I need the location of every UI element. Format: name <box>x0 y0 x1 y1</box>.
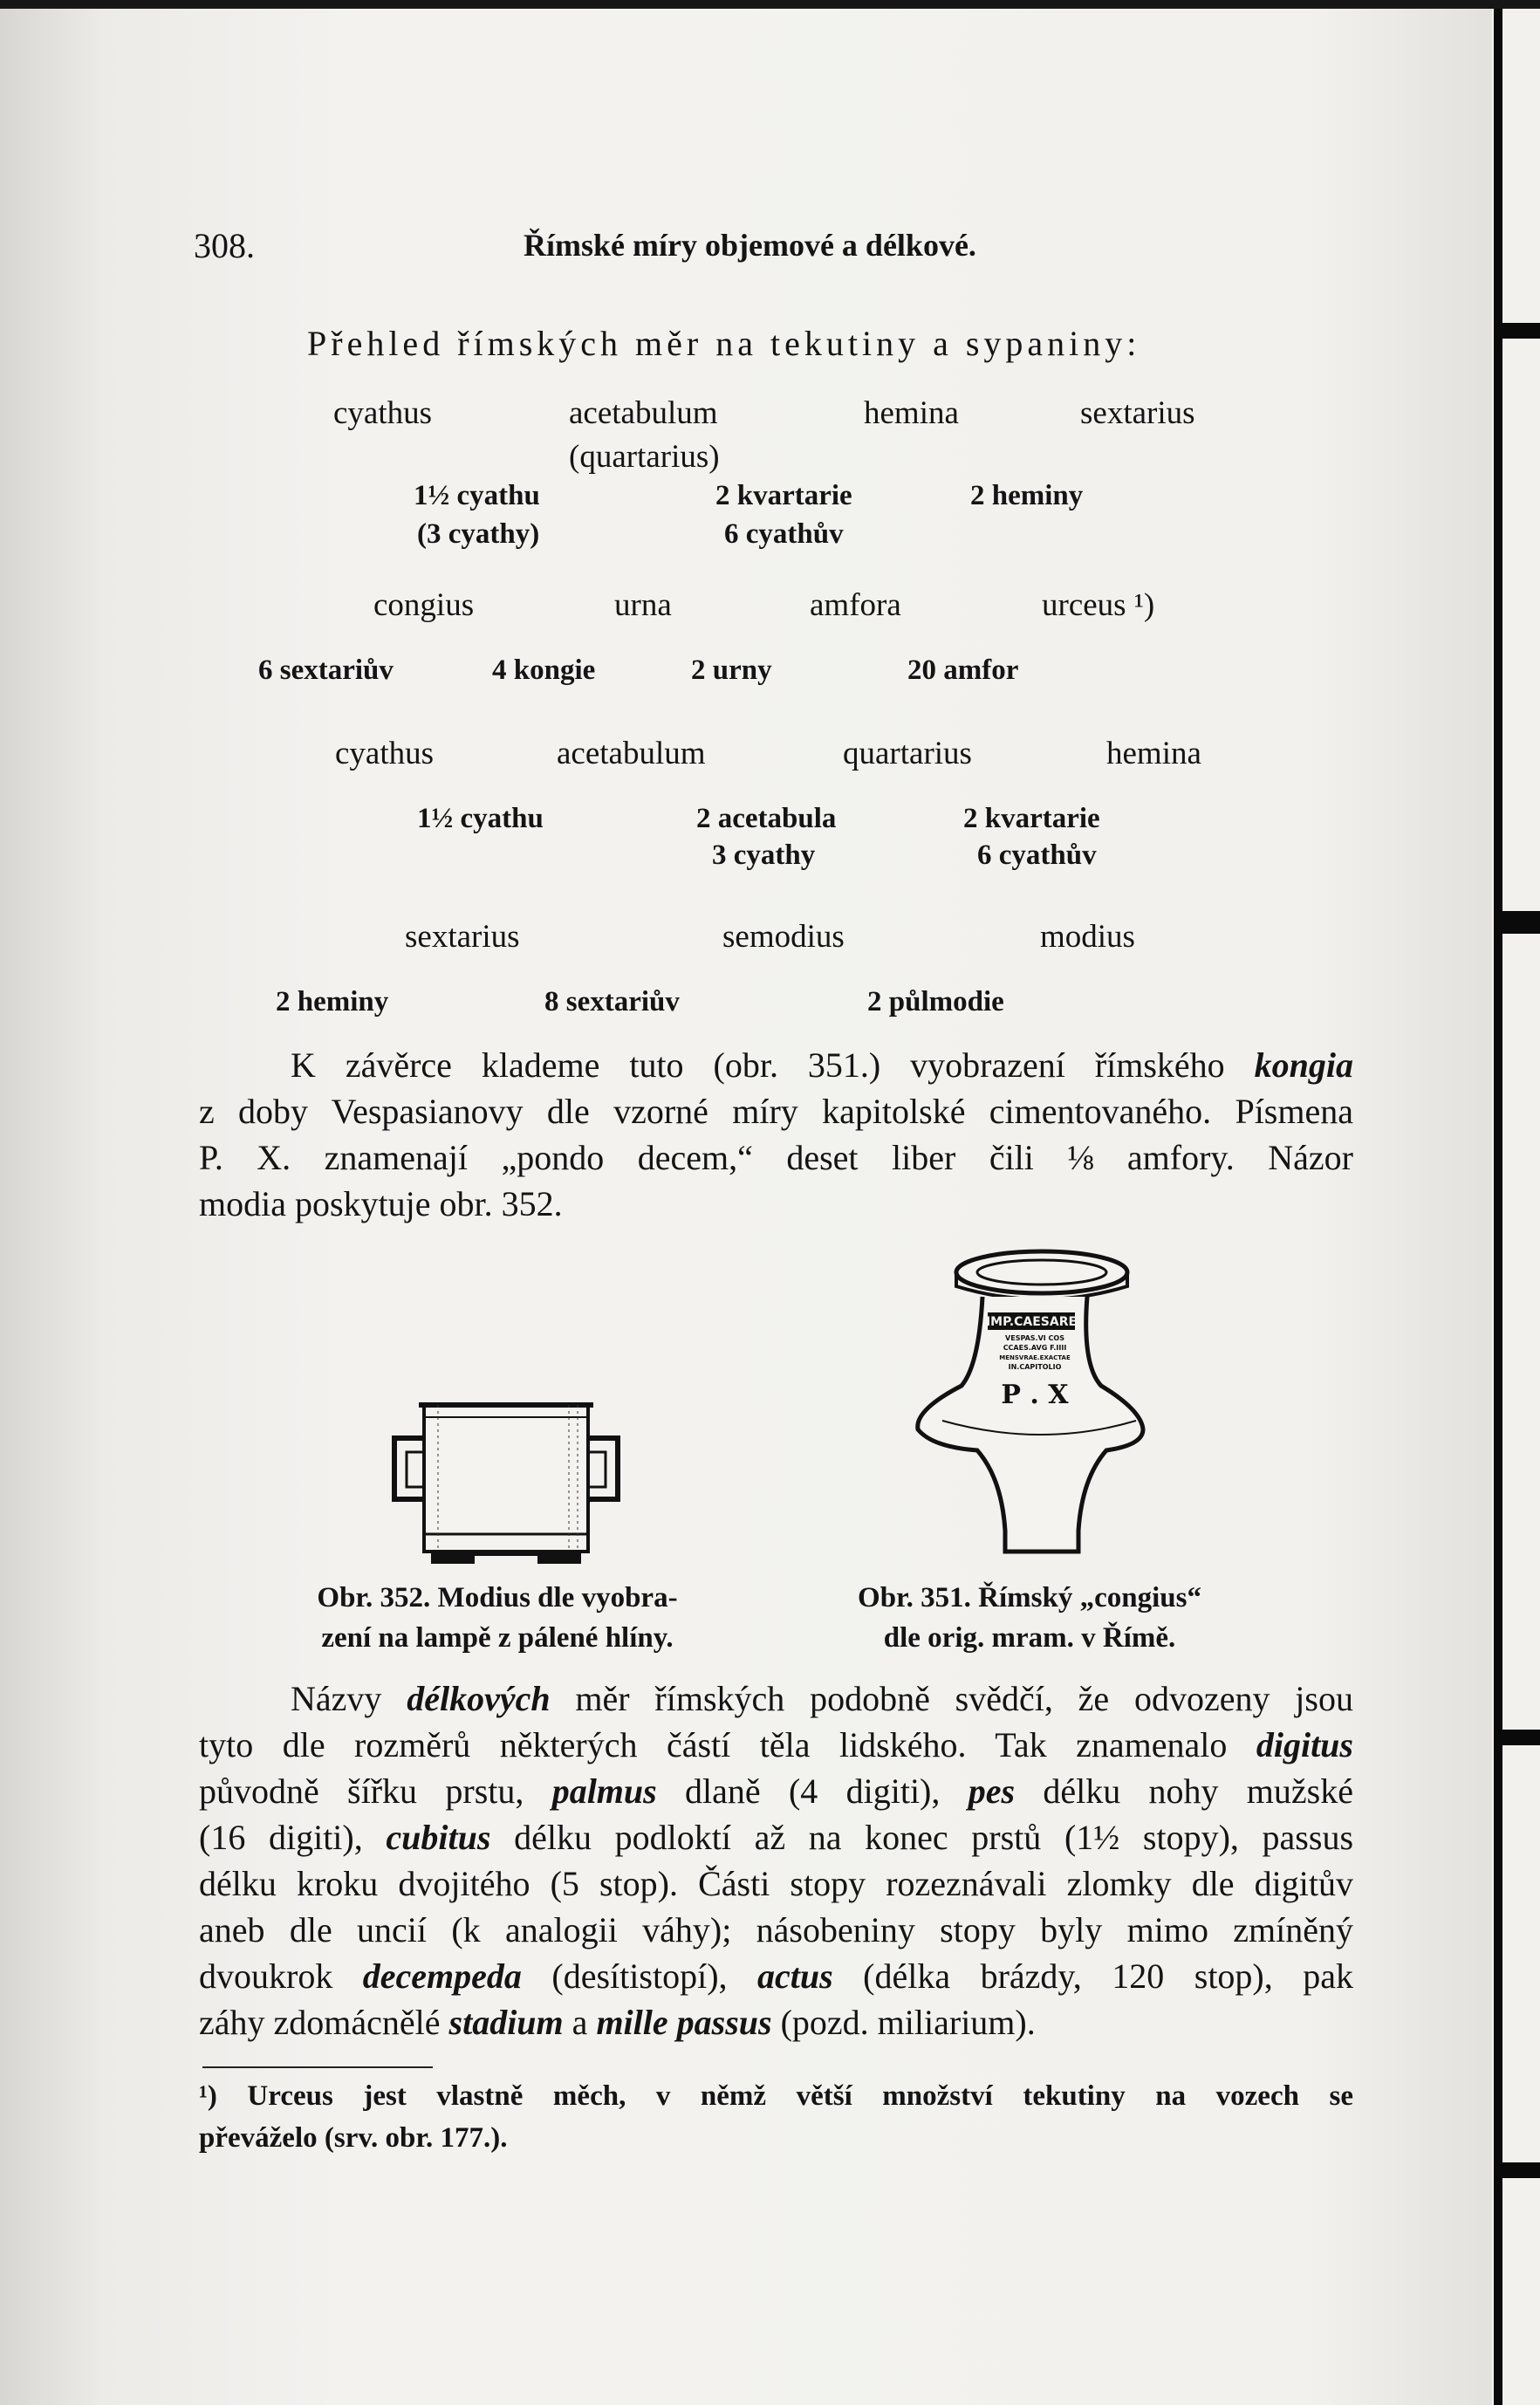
measure-value: 2 kvartarie <box>715 480 852 511</box>
scan-top-edge <box>0 0 1540 9</box>
measure-value: 1½ cyathu <box>417 803 544 834</box>
text-line: aneb dle uncií (k analogii váhy); násobeniny stopy byly mimo zmíněný <box>199 1910 1353 1949</box>
scan-mark <box>1494 1730 1540 1745</box>
scan-edge <box>1494 0 1502 2405</box>
scan-mark <box>1494 911 1540 934</box>
measure-name: sextarius <box>405 919 520 955</box>
footnote-rule <box>202 2066 433 2068</box>
italic-term: actus <box>756 1956 833 1996</box>
measure-name: congius <box>373 587 475 623</box>
measure-value: (3 cyathy) <box>417 518 540 550</box>
measure-name: amfora <box>810 587 901 623</box>
measure-value: 6 cyathův <box>977 839 1097 871</box>
text-line: modia poskytuje obr. 352. <box>199 1184 563 1223</box>
measure-name: hemina <box>1106 736 1201 771</box>
measure-name: urna <box>614 587 672 623</box>
text-line: původně šířku prstu, palmus dlaně (4 digiti), pes délku nohy mužské <box>199 1771 1353 1811</box>
measure-value: 6 cyathův <box>724 518 844 550</box>
text-line: z doby Vespasianovy dle vzorné míry kapitolské cimentovaného. Písmena <box>199 1092 1353 1131</box>
text-line: tyto dle rozměrů některých částí těla lidského. Tak znamenalo digitus <box>199 1725 1353 1764</box>
paragraph-length-measures <box>199 1675 1353 2045</box>
italic-term: pes <box>968 1771 1016 1811</box>
italic-term: decempeda <box>362 1956 522 1996</box>
measure-name: cyathus <box>335 736 435 771</box>
italic-term: cubitus <box>386 1818 491 1857</box>
measure-name: acetabulum <box>569 395 718 431</box>
italic-term: délkových <box>407 1679 551 1718</box>
figure-caption-351: Obr. 351. Římský „congius“ dle orig. mram. v Římě. <box>858 1582 1201 1654</box>
congius-marking: P . X <box>1001 1380 1069 1410</box>
measure-value: 2 kvartarie <box>963 803 1100 834</box>
text-line: (16 digiti), cubitus délku podloktí až na konec prstů (1½ stopy), passus <box>199 1818 1354 1857</box>
measure-value: 2 půlmodie <box>867 986 1004 1018</box>
figure-caption-352: Obr. 352. Modius dle vyobra- zení na lampě z pálené hlíny. <box>317 1582 678 1654</box>
measure-name: acetabulum <box>557 736 706 771</box>
footnote <box>199 2075 1353 2159</box>
italic-term: stadium <box>448 2003 564 2042</box>
inscription-line: CCAES.AVG F.IIII <box>1003 1344 1067 1352</box>
italic-term: kongia <box>1254 1045 1353 1085</box>
scan-mark <box>1494 323 1540 339</box>
measure-value: 2 urny <box>691 654 772 686</box>
congius-illustration <box>907 1243 1152 1572</box>
inscription-line: IMP.CAESARE <box>985 1315 1078 1329</box>
measure-name: semodius <box>722 919 845 955</box>
text-line: délku kroku dvojitého (5 stop). Části stopy rozeznávali zlomky dle digitův <box>199 1864 1353 1903</box>
measure-value: 2 heminy <box>970 480 1084 511</box>
inscription-line: VESPAS.VI COS <box>1005 1334 1064 1342</box>
scan-mark <box>1494 2162 1540 2178</box>
measure-name: hemina <box>864 395 959 431</box>
running-head: Římské míry objemové a délkové. <box>524 228 976 263</box>
page-number: 308. <box>194 226 255 265</box>
text-line: Názvy délkových měr římských podobně svědčí, že odvozeny jsou <box>291 1679 1353 1718</box>
text-line: K závěrce klademe tuto (obr. 351.) vyobrazení římského kongia <box>291 1045 1353 1085</box>
measure-value: 6 sextariův <box>258 654 394 686</box>
measure-value: 4 kongie <box>492 654 596 686</box>
measure-value: 20 amfor <box>907 654 1019 686</box>
measure-note: (quartarius) <box>569 439 720 475</box>
italic-term: mille passus <box>596 2003 772 2042</box>
footnote-line: ¹) Urceus jest vlastně měch, v němž větší množství tekutiny na vozech se <box>199 2080 1353 2112</box>
measure-value: 2 acetabula <box>696 803 837 834</box>
measure-name: modius <box>1040 919 1135 955</box>
italic-term: digitus <box>1256 1725 1353 1764</box>
modius-illustration <box>384 1389 628 1571</box>
inscription-line: MENSVRAE.EXACTAE <box>999 1354 1071 1361</box>
measure-value: 1½ cyathu <box>414 480 540 511</box>
text-line: dvoukrok decempeda (desítistopí), actus (délka brázdy, 120 stop), pak <box>199 1956 1353 1996</box>
text-line: P. X. znamenají „pondo decem,“ deset liber čili ⅛ amfory. Názor <box>199 1138 1353 1177</box>
text-line: záhy zdomácnělé stadium a mille passus (pozd. miliarium). <box>199 2003 1036 2042</box>
footnote-line: převáželo (srv. obr. 177.). <box>199 2122 508 2154</box>
measure-name: quartarius <box>843 736 972 771</box>
measure-name: cyathus <box>333 395 433 431</box>
measure-value: 2 heminy <box>276 986 389 1018</box>
italic-term: palmus <box>551 1771 657 1811</box>
measure-name: urceus ¹) <box>1042 587 1155 623</box>
section-title: Přehled římských měr na tekutiny a sypaniny: <box>307 324 1141 363</box>
measure-name: sextarius <box>1080 395 1195 431</box>
paragraph-congius <box>199 1042 1353 1227</box>
measure-value: 3 cyathy <box>712 839 816 871</box>
measure-value: 8 sextariův <box>544 986 680 1018</box>
inscription-line: IN.CAPITOLIO <box>1008 1363 1062 1371</box>
